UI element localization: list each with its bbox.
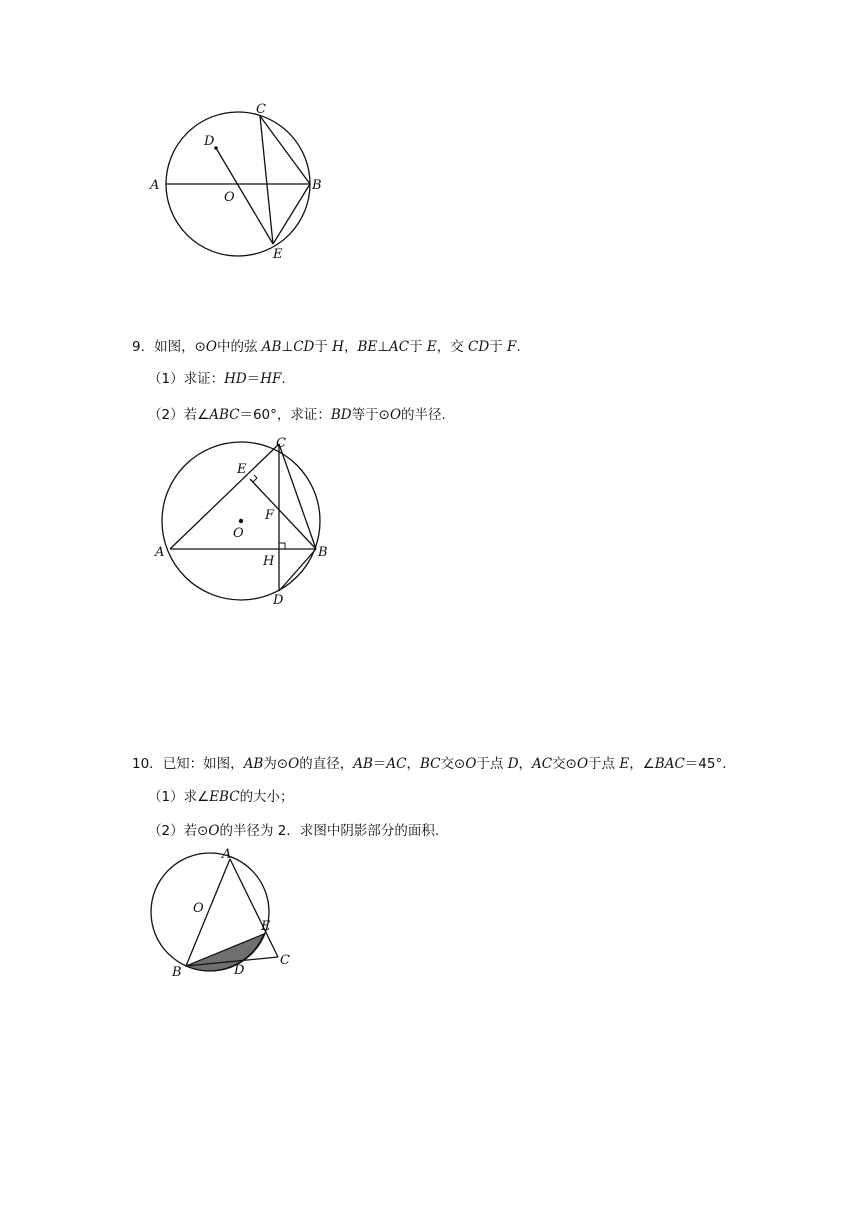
figure-q8-circle-diagram [140,95,340,270]
q9-stem-text [154,339,521,355]
label-D: D [273,593,284,608]
text-run: 如图，⊙ [154,339,206,355]
label-O: O [224,190,235,205]
q10-part1 [148,788,294,806]
label-E: E [237,462,247,477]
label-D: D [234,963,245,978]
text-run: 的大小； [239,789,294,805]
text-run: 等于⊙ [351,407,390,423]
text-run: 于 [314,339,333,355]
math-symbol: O [465,756,477,772]
text-run: . [281,371,286,387]
text-run: ⊥ [377,339,389,355]
text-run: ， [343,339,358,355]
math-symbol: BC [420,756,441,772]
q10-number: 10． [132,756,163,772]
text-run: 的半径. [401,407,446,423]
text-run: ＝ [246,371,261,387]
label-D: D [204,134,215,149]
q10-part1-text [148,789,294,805]
text-run: ，交 [436,339,469,355]
math-symbol: CD [468,339,490,355]
text-run: 于点 [476,756,508,772]
math-symbol: E [426,339,437,355]
label-O: O [193,901,204,916]
label-E: E [273,247,283,262]
math-symbol: H [332,339,344,355]
figure-q10-circle-diagram [145,845,305,980]
text-run: 已知：如图， [162,756,244,772]
q9-stem [132,338,521,356]
q9-part2-text [148,407,446,423]
math-symbol: O [288,756,300,772]
text-run: 的半径为 2．求图中阴影部分的面积. [219,823,440,839]
text-run: 为⊙ [263,756,289,772]
q10-stem-text [163,756,736,772]
math-symbol: AC [389,339,410,355]
label-C: C [280,953,290,968]
figure-q9-circle-diagram [145,430,345,610]
math-symbol: CD [293,339,315,355]
math-symbol: AB [243,756,264,772]
math-symbol: D [507,756,519,772]
label-A: A [155,545,165,560]
math-symbol: O [389,407,402,423]
math-symbol: AB [353,756,373,772]
math-symbol: BE [357,339,378,355]
q9-part1 [148,370,286,388]
q10-stem [132,755,736,773]
text-run: ＝45°． [684,756,736,772]
math-symbol: BAC [654,756,685,772]
label-B: B [318,545,328,560]
text-run: 于点 [588,756,620,772]
text-run: ＝60°，求证： [239,407,331,423]
text-run: （1）求证： [148,371,225,387]
label-O: O [233,526,244,541]
text-run: 的直径， [299,756,354,772]
label-B: B [172,965,182,980]
q9-part2 [148,406,446,424]
label-A: A [150,178,160,193]
q10-part2 [148,822,439,840]
math-symbol: HD [224,371,247,387]
math-symbol: E [619,756,630,772]
text-run: （2）若∠ [148,407,210,423]
math-symbol: AB [261,339,282,355]
math-symbol: O [576,756,589,772]
math-symbol: ABC [209,407,240,423]
text-run: ， [406,756,421,772]
text-run: 中的弦 [216,339,262,355]
math-symbol: AC [386,756,407,772]
text-run: 交⊙ [552,756,577,772]
math-symbol: O [205,339,217,355]
q10-part2-text [148,823,439,839]
text-run: 于 [409,339,427,355]
text-run: . [516,339,521,355]
math-symbol: BD [330,407,352,423]
label-C: C [276,436,286,451]
text-run: ，∠ [629,756,655,772]
label-A: A [222,847,232,862]
math-symbol: EBC [209,789,240,805]
text-run: （2）若⊙ [148,823,209,839]
math-symbol: HF [260,371,282,387]
math-symbol: F [507,339,517,355]
text-run: （1）求∠ [148,789,210,805]
math-symbol: O [208,823,220,839]
text-run: 交⊙ [440,756,466,772]
text-run: 于 [489,339,507,355]
text-run: ＝ [372,756,387,772]
label-C: C [256,102,266,117]
math-symbol: AC [532,756,553,772]
text-run: ， [518,756,533,772]
label-B: B [312,178,322,193]
label-F: F [265,508,275,523]
q9-part1-text [148,371,286,387]
label-H: H [263,554,275,569]
label-E: E [261,919,271,934]
q9-number: 9． [132,339,155,355]
text-run: ⊥ [281,339,294,355]
